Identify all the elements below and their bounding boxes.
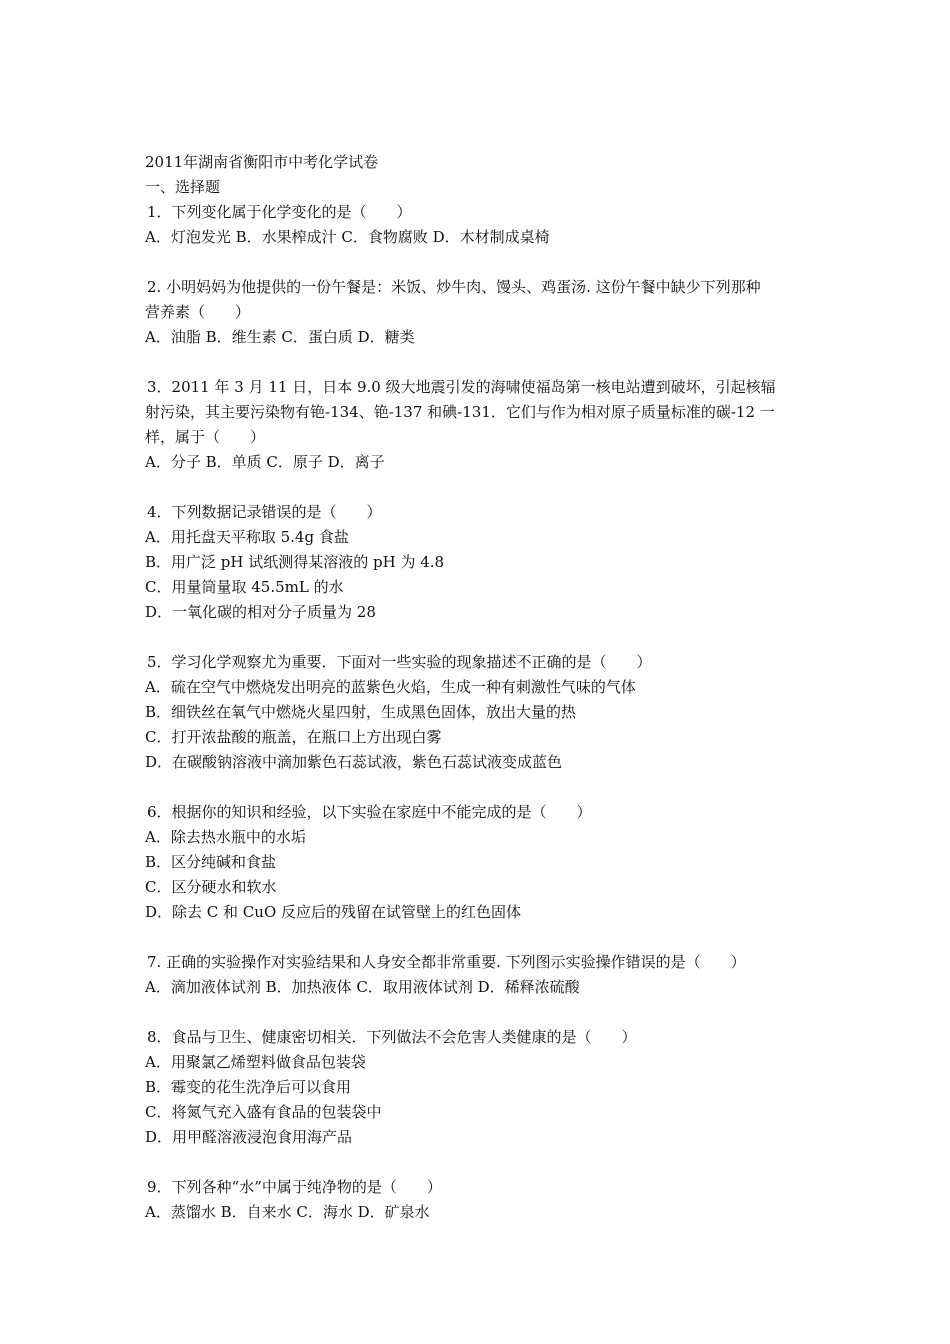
question-2 <box>145 275 815 350</box>
question-spacer <box>145 925 815 950</box>
answer-option-line: C．区分硬水和软水 <box>145 878 277 896</box>
question-stem-line: 射污染，其主要污染物有铯-134、铯-137 和碘-131．它们与作为相对原子质量标准的碳-12 一 <box>145 403 775 421</box>
question-9 <box>145 1175 815 1225</box>
answer-option-line: A．蒸馏水 B．自来水 C．海水 D．矿泉水 <box>145 1203 430 1221</box>
answer-option-line: D．在碳酸钠溶液中滴加紫色石蕊试液，紫色石蕊试液变成蓝色 <box>145 753 563 771</box>
question-stem-line: 5．学习化学观察尤为重要．下面对一些实验的现象描述不正确的是（ ） <box>147 653 652 671</box>
answer-option-line: D．用甲醛溶液浸泡食用海产品 <box>145 1128 353 1146</box>
answer-option-line: D．除去 C 和 CuO 反应后的残留在试管壁上的红色固体 <box>145 903 522 921</box>
answer-option-line: A．硫在空气中燃烧发出明亮的蓝紫色火焰，生成一种有刺激性气味的气体 <box>145 678 636 696</box>
question-6 <box>145 800 815 925</box>
question-spacer <box>145 775 815 800</box>
question-stem-line: 2. 小明妈妈为他提供的一份午餐是：米饭、炒牛肉、馒头、鸡蛋汤. 这份午餐中缺少下列那种 <box>147 278 761 296</box>
question-stem-line: 6．根据你的知识和经验，以下实验在家庭中不能完成的是（ ） <box>147 803 592 821</box>
answer-option-line: A．除去热水瓶中的水垢 <box>145 828 306 846</box>
document-content <box>145 150 815 1225</box>
question-stem-line: 1．下列变化属于化学变化的是（ ） <box>147 203 412 221</box>
question-list <box>145 200 815 1225</box>
question-1 <box>145 200 815 250</box>
answer-option-line: B．区分纯碱和食盐 <box>145 853 277 871</box>
answer-option-line: C．将氮气充入盛有食品的包装袋中 <box>145 1103 382 1121</box>
answer-option-line: C．用量筒量取 45.5mL 的水 <box>145 578 344 596</box>
question-spacer <box>145 250 815 275</box>
question-spacer <box>145 1000 815 1025</box>
question-spacer <box>145 1150 815 1175</box>
answer-option-line: A．滴加液体试剂 B．加热液体 C．取用液体试剂 D．稀释浓硫酸 <box>145 978 580 996</box>
answer-option-line: A．油脂 B．维生素 C．蛋白质 D．糖类 <box>145 328 415 346</box>
answer-option-line: C．打开浓盐酸的瓶盖，在瓶口上方出现白雾 <box>145 728 442 746</box>
question-stem-line: 8．食品与卫生、健康密切相关．下列做法不会危害人类健康的是（ ） <box>147 1028 637 1046</box>
question-7 <box>145 950 815 1000</box>
answer-option-line: B．霉变的花生洗净后可以食用 <box>145 1078 352 1096</box>
question-stem-line: 3．2011 年 3 月 11 日，日本 9.0 级大地震引发的海啸使福岛第一核电站遭到破坏，引起核辐 <box>147 378 776 396</box>
question-spacer <box>145 475 815 500</box>
question-3 <box>145 375 815 475</box>
answer-option-line: A．用托盘天平称取 5.4g 食盐 <box>145 528 349 546</box>
question-stem-line: 4．下列数据记录错误的是（ ） <box>147 503 382 521</box>
question-4 <box>145 500 815 625</box>
question-stem-line: 样，属于（ ） <box>145 428 266 446</box>
question-5 <box>145 650 815 775</box>
question-stem-line: 营养素（ ） <box>145 303 251 321</box>
question-spacer <box>145 625 815 650</box>
answer-option-line: A．灯泡发光 B．水果榨成汁 C．食物腐败 D．木材制成桌椅 <box>145 228 550 246</box>
question-stem-line: 7. 正确的实验操作对实验结果和人身安全都非常重要. 下列图示实验操作错误的是（ ） <box>147 953 746 971</box>
question-spacer <box>145 350 815 375</box>
answer-option-line: D．一氧化碳的相对分子质量为 28 <box>145 603 376 621</box>
question-stem-line: 9．下列各种“水”中属于纯净物的是（ ） <box>147 1178 442 1196</box>
answer-option-line: B．细铁丝在氧气中燃烧火星四射，生成黑色固体，放出大量的热 <box>145 703 577 721</box>
question-8 <box>145 1025 815 1150</box>
section-title: 一、选择题 <box>145 178 221 196</box>
answer-option-line: A．分子 B．单质 C．原子 D．离子 <box>145 453 385 471</box>
document-title: 2011年湖南省衡阳市中考化学试卷 <box>145 153 379 171</box>
answer-option-line: B．用广泛 pH 试纸测得某溶液的 pH 为 4.8 <box>145 553 445 571</box>
answer-option-line: A．用聚氯乙烯塑料做食品包装袋 <box>145 1053 366 1071</box>
